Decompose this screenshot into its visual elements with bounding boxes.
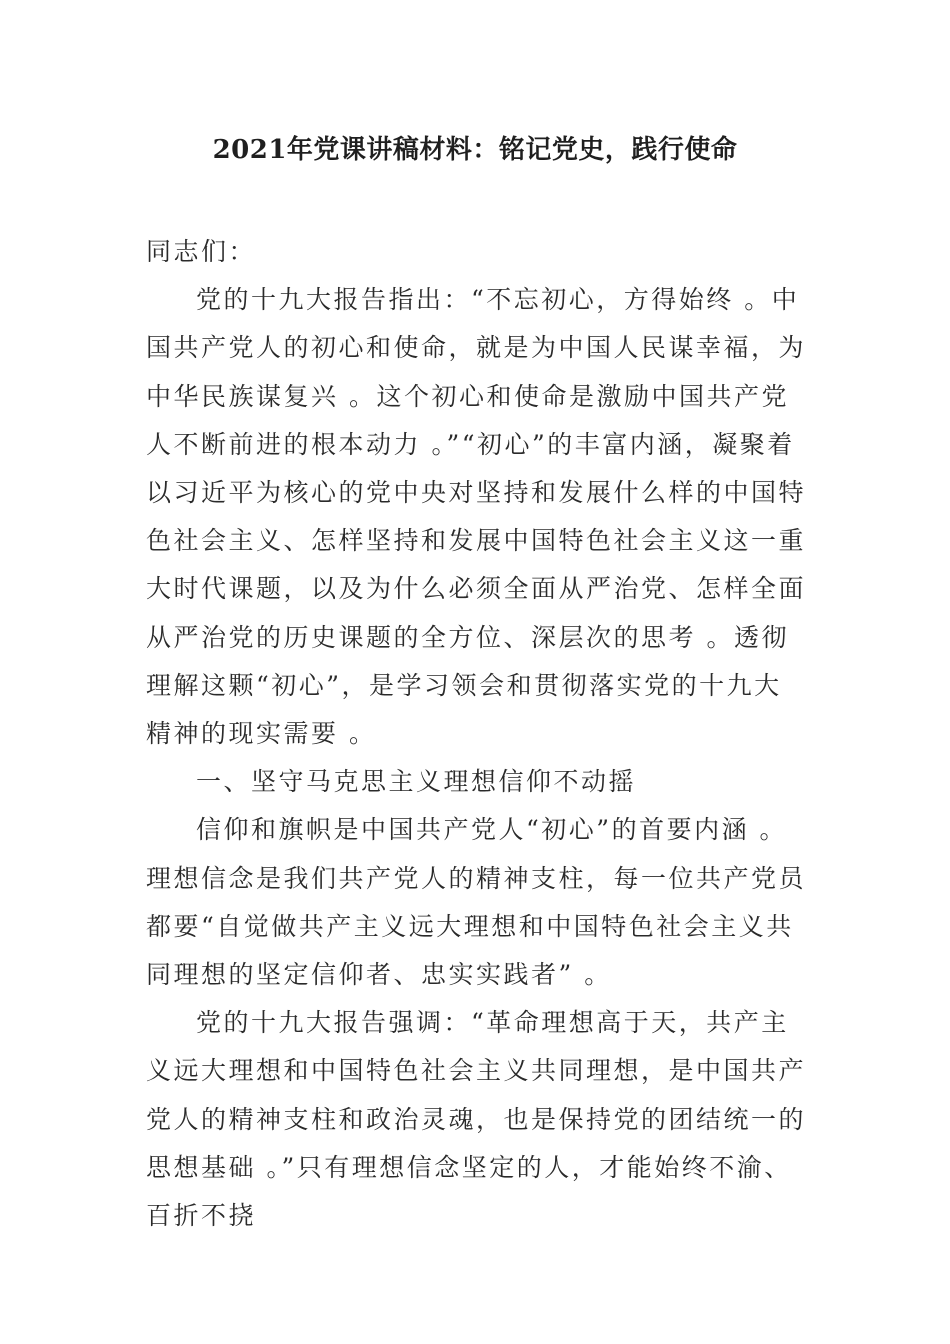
document-body [146, 228, 806, 1240]
salutation: 同志们： [146, 237, 257, 266]
paragraph-intro: 党的十九大报告指出：“不忘初心，方得始终 。中国共产党人的初心和使命，就是为中国人民谋幸福，为中华民族谋复兴 。这个初心和使命是激励中国共产党人不断前进的根本动力 。”“初心”的丰富内涵，凝聚着以习近平为核心的党中央对坚持和发展什么样的中国特色社会主义、怎样坚持和发展中国特色社会主义这一重大时代课题，以及为什么必须全面从严治党、怎样全面从严治党的历史课题的全方位、深层次的思考 。透彻理解这颗“初心”，是学习领会和贯彻落实党的十九大精神的现实需要 。 [146, 285, 807, 749]
section-heading-1: 一、坚守马克思主义理想信仰不动摇 [196, 767, 637, 797]
document-title: 2021年党课讲稿材料：铭记党史，践行使命 [212, 135, 738, 165]
paragraph-faith: 信仰和旗帜是中国共产党人“初心”的首要内涵 。理想信念是我们共产党人的精神支柱，每一位共产党员都要“自觉做共产主义远大理想和中国特色社会主义共同理想的坚定信仰者、忠实实践者” 。 [146, 815, 807, 990]
paragraph-report-emphasis: 党的十九大报告强调：“革命理想高于天，共产主义远大理想和中国特色社会主义共同理想，是中国共产党人的精神支柱和政治灵魂，也是保持党的团结统一的思想基础 。”只有理想信念坚定的人，才能始终不渝、百折不挠 [146, 1008, 807, 1231]
